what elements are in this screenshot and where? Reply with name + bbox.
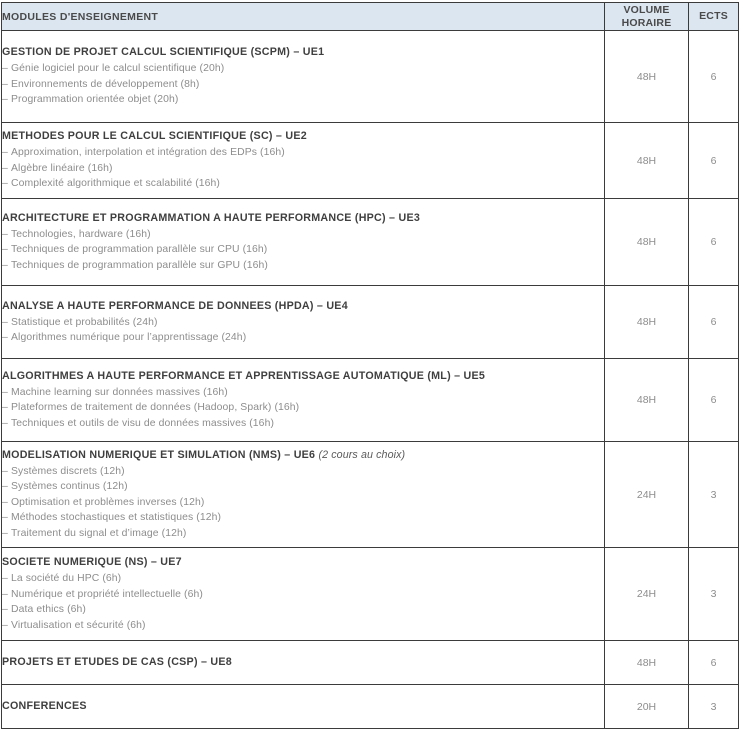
ects-cell-ue1: 6: [689, 31, 739, 123]
volume-cell-ue6: 24H: [605, 442, 689, 548]
dash-icon: –: [2, 178, 8, 190]
column-header-modules: MODULES D'ENSEIGNEMENT: [2, 3, 605, 31]
module-cell-ue3: [2, 199, 605, 286]
course-label: Techniques de programmation parallèle sur GPU (16h): [11, 259, 268, 271]
ects-cell-ue7: 3: [689, 548, 739, 641]
ects-cell-ue2: 6: [689, 123, 739, 199]
course-list-ue1: [2, 61, 604, 108]
module-title-ue3: [2, 211, 604, 226]
module-cell-ue2: [2, 123, 605, 199]
column-header-volume-line2: HORAIRE: [621, 16, 672, 29]
list-item: [2, 571, 604, 587]
dash-icon: –: [2, 316, 8, 328]
volume-cell-ue7: 24H: [605, 548, 689, 641]
dash-icon: –: [2, 588, 8, 600]
dash-icon: –: [2, 465, 8, 477]
table-row: [2, 123, 739, 199]
course-label: La société du HPC (6h): [11, 573, 122, 584]
table-row: [2, 359, 739, 442]
module-title-ue4: [2, 299, 604, 314]
dash-icon: –: [2, 78, 8, 90]
ects-cell-ue6: 3: [689, 442, 739, 548]
course-list-ue4: [2, 315, 604, 346]
course-label: Traitement du signal et d’image (12h): [11, 527, 187, 539]
module-title-text: PROJETS ET ETUDES DE CAS (CSP) – UE8: [2, 656, 232, 668]
list-item: [2, 145, 604, 161]
course-label: Techniques et outils de visu de données massives (16h): [11, 417, 275, 429]
course-list-ue3: [2, 227, 604, 274]
course-label: Approximation, interpolation et intégration des EDPs (16h): [11, 147, 285, 159]
dash-icon: –: [2, 604, 8, 615]
dash-icon: –: [2, 386, 8, 398]
dash-icon: –: [2, 332, 8, 343]
module-title-ue7: [2, 555, 604, 570]
module-cell-conferences: [2, 685, 605, 729]
dash-icon: –: [2, 228, 8, 240]
list-item: [2, 330, 604, 346]
course-label: Méthodes stochastiques et statistiques (12h): [11, 512, 222, 524]
table-row: [2, 286, 739, 359]
list-item: [2, 61, 604, 77]
course-list-ue7: [2, 571, 604, 633]
course-list-ue6: [2, 464, 604, 542]
module-title-text: MODELISATION NUMERIQUE ET SIMULATION (NMS) – UE6: [2, 448, 316, 461]
course-label: Optimisation et problèmes inverses (12h): [11, 496, 205, 508]
module-title-text: ANALYSE A HAUTE PERFORMANCE DE DONNEES (HPDA) – UE4: [2, 299, 348, 312]
course-label: Algorithmes numérique pour l’apprentissage (24h): [11, 332, 247, 343]
course-label: Systèmes continus (12h): [11, 481, 128, 493]
course-label: Algèbre linéaire (16h): [11, 162, 113, 174]
volume-cell-ue4: 48H: [605, 286, 689, 359]
ects-cell-ue5: 6: [689, 359, 739, 442]
list-item: [2, 587, 604, 603]
list-item: [2, 227, 604, 243]
module-cell-ue1: [2, 31, 605, 123]
module-title-text: SOCIETE NUMERIQUE (NS) – UE7: [2, 556, 182, 568]
ects-cell-ue8: 6: [689, 641, 739, 685]
module-title-ue2: [2, 129, 604, 144]
course-label: Plateformes de traitement de données (Hadoop, Spark) (16h): [11, 402, 300, 414]
ects-cell-ue3: 6: [689, 199, 739, 286]
list-item: [2, 526, 604, 542]
list-item: [2, 242, 604, 258]
table-header: [2, 3, 739, 31]
list-item: [2, 479, 604, 495]
table-body: [2, 31, 739, 729]
course-label: Techniques de programmation parallèle sur CPU (16h): [11, 244, 268, 256]
dash-icon: –: [2, 162, 8, 174]
dash-icon: –: [2, 402, 8, 414]
dash-icon: –: [2, 244, 8, 256]
list-item: [2, 495, 604, 511]
dash-icon: –: [2, 94, 8, 106]
module-title-text: CONFERENCES: [2, 700, 87, 712]
module-cell-ue4: [2, 286, 605, 359]
module-title-text: ALGORITHMES A HAUTE PERFORMANCE ET APPRENTISSAGE AUTOMATIQUE (ML) – UE5: [2, 369, 486, 382]
module-cell-ue7: [2, 548, 605, 641]
module-title-text: GESTION DE PROJET CALCUL SCIENTIFIQUE (SCPM) – UE1: [2, 46, 325, 59]
course-label: Numérique et propriété intellectuelle (6h): [11, 588, 203, 600]
volume-cell-ue5: 48H: [605, 359, 689, 442]
list-item: [2, 385, 604, 401]
table-row: [2, 685, 739, 729]
course-label: Statistique et probabilités (24h): [11, 316, 158, 328]
module-title-text: METHODES POUR LE CALCUL SCIENTIFIQUE (SC) – UE2: [2, 130, 307, 143]
course-label: Environnements de développement (8h): [11, 78, 200, 90]
volume-cell-ue3: 48H: [605, 199, 689, 286]
list-item: [2, 618, 604, 634]
list-item: [2, 510, 604, 526]
module-title-note: (2 cours au choix): [318, 448, 406, 461]
dash-icon: –: [2, 417, 8, 429]
dash-icon: –: [2, 147, 8, 159]
dash-icon: –: [2, 512, 8, 524]
list-item: [2, 77, 604, 93]
volume-cell-ue1: 48H: [605, 31, 689, 123]
volume-cell-conferences: 20H: [605, 685, 689, 729]
volume-cell-ue2: 48H: [605, 123, 689, 199]
table-row: [2, 641, 739, 685]
table-row: [2, 548, 739, 641]
dash-icon: –: [2, 573, 8, 584]
course-label: Génie logiciel pour le calcul scientifique (20h): [11, 63, 225, 75]
ects-cell-conferences: 3: [689, 685, 739, 729]
table-row: [2, 31, 739, 123]
dash-icon: –: [2, 259, 8, 271]
module-cell-ue8: [2, 641, 605, 685]
module-title-ue5: [2, 369, 604, 384]
course-label: Machine learning sur données massives (16h): [11, 386, 228, 398]
list-item: [2, 161, 604, 177]
module-cell-ue6: [2, 442, 605, 548]
dash-icon: –: [2, 619, 8, 631]
module-title-ue1: [2, 45, 604, 60]
list-item: [2, 92, 604, 108]
course-label: Complexité algorithmique et scalabilité (16h): [11, 178, 220, 190]
column-header-ects: ECTS: [689, 3, 739, 31]
module-title-text: ARCHITECTURE ET PROGRAMMATION A HAUTE PERFORMANCE (HPC) – UE3: [2, 211, 421, 224]
table-row: [2, 442, 739, 548]
volume-cell-ue8: 48H: [605, 641, 689, 685]
dash-icon: –: [2, 63, 8, 75]
course-label: Systèmes discrets (12h): [11, 465, 125, 477]
module-title-conferences: [2, 699, 604, 714]
dash-icon: –: [2, 496, 8, 508]
course-list-ue2: [2, 145, 604, 192]
course-label: Programmation orientée objet (20h): [11, 94, 179, 106]
list-item: [2, 416, 604, 432]
header-row: [2, 3, 739, 31]
modules-table: [1, 2, 739, 729]
list-item: [2, 315, 604, 331]
list-item: [2, 400, 604, 416]
list-item: [2, 602, 604, 618]
course-list-ue5: [2, 385, 604, 432]
list-item: [2, 258, 604, 274]
course-label: Data ethics (6h): [11, 604, 86, 615]
table-row: [2, 199, 739, 286]
column-header-volume-line1: VOLUME: [623, 4, 670, 16]
ects-cell-ue4: 6: [689, 286, 739, 359]
list-item: [2, 176, 604, 192]
column-header-volume-horaire: [605, 3, 689, 31]
dash-icon: –: [2, 481, 8, 493]
module-title-ue6: [2, 448, 604, 463]
module-title-ue8: [2, 655, 604, 670]
course-label: Technologies, hardware (16h): [11, 228, 151, 240]
dash-icon: –: [2, 527, 8, 539]
course-label: Virtualisation et sécurité (6h): [11, 619, 146, 631]
module-cell-ue5: [2, 359, 605, 442]
list-item: [2, 464, 604, 480]
